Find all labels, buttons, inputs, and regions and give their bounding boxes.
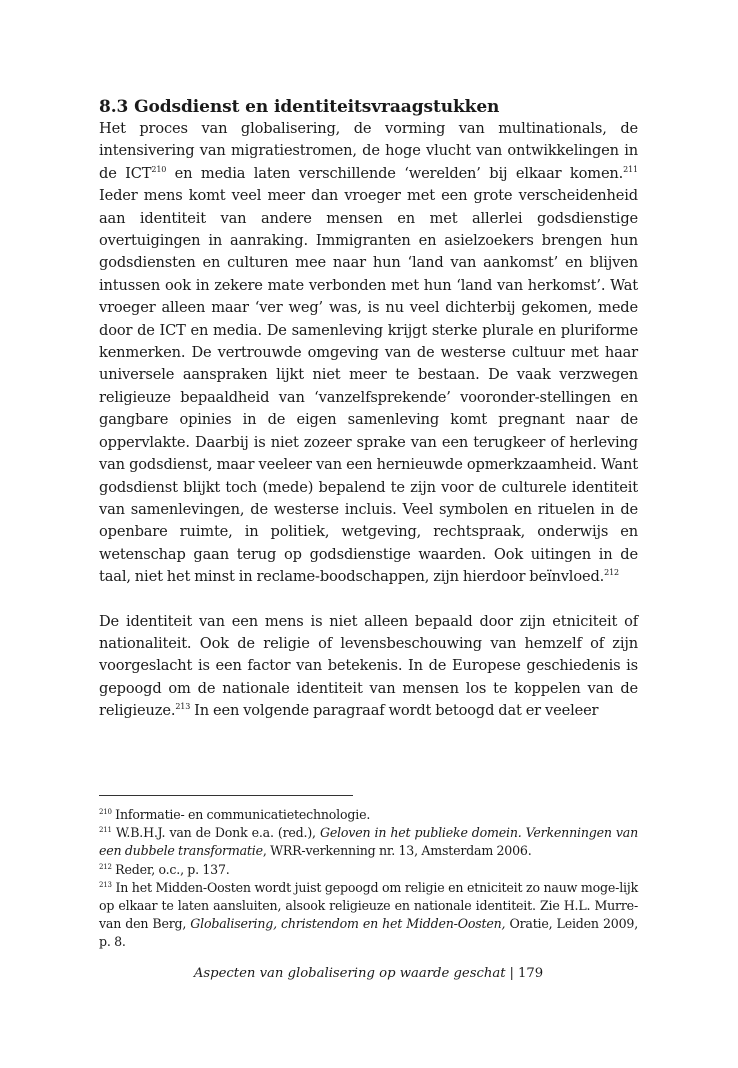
section-heading: 8.3 Godsdienst en identiteitsvraagstukken	[99, 97, 500, 117]
footnote-212: $^{212}$ Reder, o.c., p. 137.	[99, 861, 230, 877]
running-title: Aspecten van globalisering op waarde geschat	[193, 966, 506, 981]
footer-separator: |	[509, 966, 514, 981]
body-paragraph-2: De identiteit van een mens is niet alleen bepaald door zijn etniciteit of nationaliteit. Ook de religie of levensbeschouwing van hemzelf of zijn voorgeslacht is een factor van betekenis. In de Europese geschiedenis is gepoogd om de nationale identiteit van mensen los te koppelen van de religieuze.$^{213}$ In een volgende paragraaf wordt betoogd dat er veeleer	[99, 612, 638, 720]
footnote-ref-210[interactable]: 210	[151, 164, 167, 174]
footnote-ref-213[interactable]: 213	[175, 702, 191, 712]
footnotes	[99, 806, 638, 952]
page-number: 179	[517, 966, 544, 981]
footnote-211: $^{211}$ W.B.H.J. van de Donk e.a. (red.), Geloven in het publieke domein. Verkenningen van een dubbele transformatie, WRR-verkenning nr. 13, Amsterdam 2006.	[99, 825, 639, 859]
footnote-210: $^{210}$ Informatie- en communicatietechnologie.	[99, 807, 371, 822]
main-content	[99, 96, 638, 723]
footnote-213: $^{213}$ In het Midden-Oosten wordt juist gepoogd om religie en etniciteit zo nauw moge-lijk op elkaar te laten aansluiten, alsook religieuze en nationale identiteit. Zie H.L. Murre-van den Berg, Globalisering, christendom en het Midden-Oosten, Oratie, Leiden 2009, p. 8.	[99, 879, 638, 950]
page-footer	[99, 965, 638, 983]
footnote-divider	[99, 795, 353, 796]
footnote-ref-212[interactable]: 212	[604, 568, 619, 578]
footnote-ref-211[interactable]: 211	[623, 164, 638, 174]
body-paragraph-1: Het proces van globalisering, de vorming van multinationals, de intensivering van migratiestromen, de hoge vlucht van ontwikkelingen in de ICT$^{210}$ en media laten verschillende ‘werelden’ bij elkaar komen.$^{211}$ Ieder mens komt veel meer dan vroeger met een grote verscheidenheid aan identiteit van andere mensen en met allerlei godsdienstige overtuigingen in aanraking. Immigranten en asielzoekers brengen hun godsdiensten en culturen mee naar hun ‘land van aankomst’ en blijven intussen ook in zekere mate verbonden met hun ‘land van herkomst’. Wat vroeger alleen maar ‘ver weg’ was, is nu veel dichterbij gekomen, mede door de ICT en media. De samenleving krijgt sterke plurale en pluriforme kenmerken. De vertrouwde omgeving van de westerse cultuur met haar universele aanspraken lijkt niet meer te bestaan. De vaak verzwegen religieuze bepaaldheid van ‘vanzelfsprekende’ vooronder-stellingen en gangbare opinies in de eigen samenleving komt pregnant naar de oppervlakte. Daarbij is niet zozeer sprake van een terugkeer of herleving van godsdienst, maar veeleer van een hernieuwde opmerkzaamheid. Want godsdienst blijkt toch (mede) bepalend te zijn voor de culturele identiteit van samenlevingen, de westerse incluis. Veel symbolen en rituelen in de openbare ruimte, in politiek, wetgeving, rechtspraak, onderwijs en wetenschap gaan terug op godsdienstige waarden. Ook uitingen in de taal, niet het minst in reclame-boodschappen, zijn hierdoor beïnvloed.$^{212}$	[99, 120, 638, 586]
